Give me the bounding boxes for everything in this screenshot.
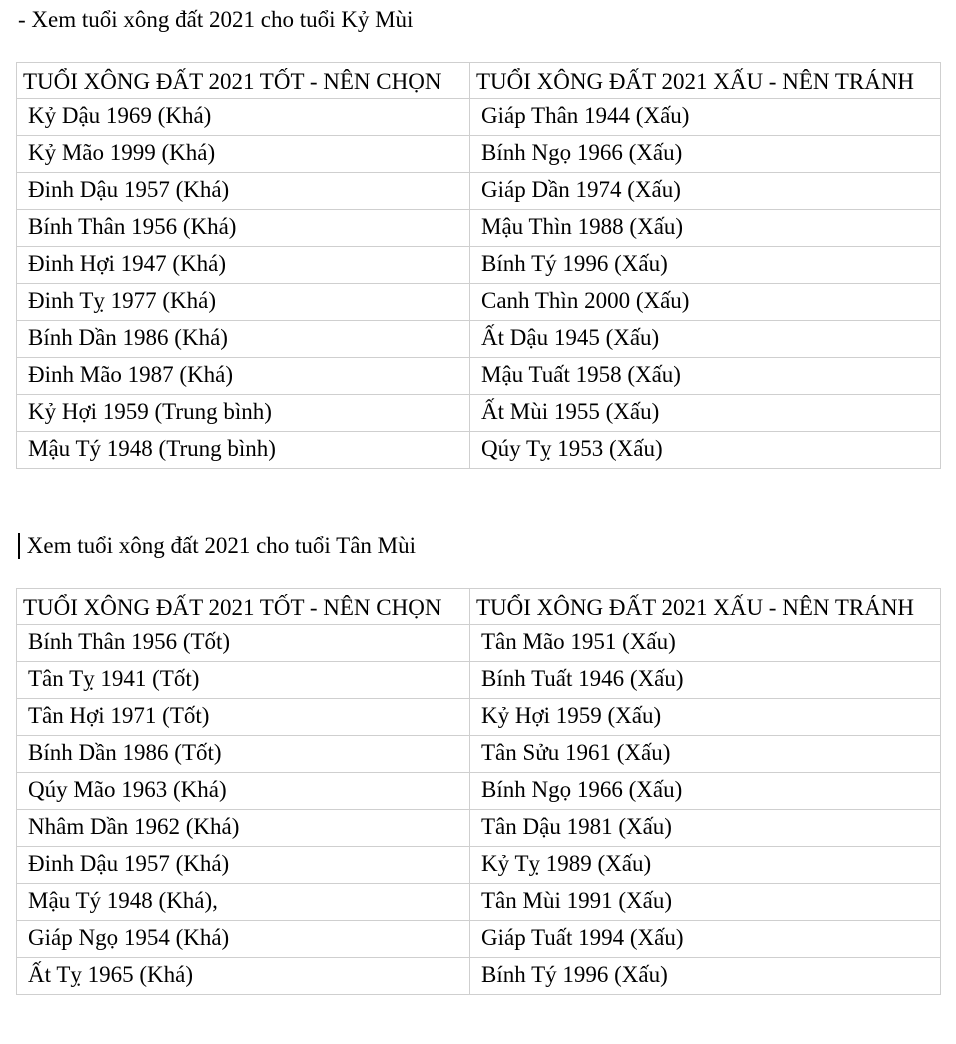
good-cell: Giáp Ngọ 1954 (Khá) <box>17 921 470 958</box>
bad-cell: Bính Tuất 1946 (Xấu) <box>470 662 941 699</box>
good-cell: Đinh Dậu 1957 (Khá) <box>17 847 470 884</box>
table-row <box>17 884 941 921</box>
table-row <box>17 173 941 210</box>
good-cell: Bính Dần 1986 (Tốt) <box>17 736 470 773</box>
good-cell: Qúy Mão 1963 (Khá) <box>17 773 470 810</box>
table-row <box>17 736 941 773</box>
section-title-ky-mui: - Xem tuổi xông đất 2021 cho tuổi Kỷ Mùi <box>18 7 414 32</box>
good-cell: Kỷ Dậu 1969 (Khá) <box>17 99 470 136</box>
bad-cell: Tân Mùi 1991 (Xấu) <box>470 884 941 921</box>
good-cell: Bính Dần 1986 (Khá) <box>17 321 470 358</box>
good-cell: Ất Tỵ 1965 (Khá) <box>17 958 470 995</box>
table-row <box>17 958 941 995</box>
table-row <box>17 847 941 884</box>
bad-cell: Tân Sửu 1961 (Xấu) <box>470 736 941 773</box>
table-row <box>17 210 941 247</box>
good-cell: Kỷ Mão 1999 (Khá) <box>17 136 470 173</box>
bad-cell: Bính Tý 1996 (Xấu) <box>470 247 941 284</box>
table-row <box>17 321 941 358</box>
header-good: TUỔI XÔNG ĐẤT 2021 TỐT - NÊN CHỌN <box>17 589 470 625</box>
bad-cell: Bính Ngọ 1966 (Xấu) <box>470 773 941 810</box>
table-row <box>17 432 941 469</box>
table-row <box>17 99 941 136</box>
table-row <box>17 662 941 699</box>
table-row <box>17 136 941 173</box>
table-row <box>17 699 941 736</box>
good-cell: Đinh Hợi 1947 (Khá) <box>17 247 470 284</box>
bad-cell: Giáp Tuất 1994 (Xấu) <box>470 921 941 958</box>
good-cell: Nhâm Dần 1962 (Khá) <box>17 810 470 847</box>
header-bad: TUỔI XÔNG ĐẤT 2021 XẤU - NÊN TRÁNH <box>470 63 941 99</box>
text-cursor-icon <box>18 533 20 559</box>
good-cell: Tân Tỵ 1941 (Tốt) <box>17 662 470 699</box>
good-cell: Kỷ Hợi 1959 (Trung bình) <box>17 395 470 432</box>
bad-cell: Tân Mão 1951 (Xấu) <box>470 625 941 662</box>
good-cell: Đinh Dậu 1957 (Khá) <box>17 173 470 210</box>
good-cell: Đinh Mão 1987 (Khá) <box>17 358 470 395</box>
section-title-tan-mui <box>18 532 416 560</box>
table-row <box>17 358 941 395</box>
header-good: TUỔI XÔNG ĐẤT 2021 TỐT - NÊN CHỌN <box>17 63 470 99</box>
good-cell: Bính Thân 1956 (Khá) <box>17 210 470 247</box>
bad-cell: Canh Thìn 2000 (Xấu) <box>470 284 941 321</box>
table-row <box>17 625 941 662</box>
bad-cell: Bính Tý 1996 (Xấu) <box>470 958 941 995</box>
tan-mui-table <box>16 588 941 995</box>
bad-cell: Bính Ngọ 1966 (Xấu) <box>470 136 941 173</box>
good-cell: Mậu Tý 1948 (Trung bình) <box>17 432 470 469</box>
bad-cell: Giáp Thân 1944 (Xấu) <box>470 99 941 136</box>
section-title-text: Xem tuổi xông đất 2021 cho tuổi Tân Mùi <box>21 533 417 558</box>
good-cell: Bính Thân 1956 (Tốt) <box>17 625 470 662</box>
bad-cell: Tân Dậu 1981 (Xấu) <box>470 810 941 847</box>
bad-cell: Kỷ Tỵ 1989 (Xấu) <box>470 847 941 884</box>
header-bad: TUỔI XÔNG ĐẤT 2021 XẤU - NÊN TRÁNH <box>470 589 941 625</box>
bad-cell: Qúy Tỵ 1953 (Xấu) <box>470 432 941 469</box>
bad-cell: Mậu Tuất 1958 (Xấu) <box>470 358 941 395</box>
table-header-row <box>17 63 941 99</box>
ky-mui-table <box>16 62 941 469</box>
table-header-row <box>17 589 941 625</box>
good-cell: Đinh Tỵ 1977 (Khá) <box>17 284 470 321</box>
bad-cell: Ất Mùi 1955 (Xấu) <box>470 395 941 432</box>
good-cell: Mậu Tý 1948 (Khá), <box>17 884 470 921</box>
table-row <box>17 810 941 847</box>
table-row <box>17 921 941 958</box>
table-row <box>17 395 941 432</box>
bad-cell: Giáp Dần 1974 (Xấu) <box>470 173 941 210</box>
table-row <box>17 247 941 284</box>
bad-cell: Ất Dậu 1945 (Xấu) <box>470 321 941 358</box>
table-row <box>17 284 941 321</box>
bad-cell: Kỷ Hợi 1959 (Xấu) <box>470 699 941 736</box>
table-row <box>17 773 941 810</box>
bad-cell: Mậu Thìn 1988 (Xấu) <box>470 210 941 247</box>
good-cell: Tân Hợi 1971 (Tốt) <box>17 699 470 736</box>
